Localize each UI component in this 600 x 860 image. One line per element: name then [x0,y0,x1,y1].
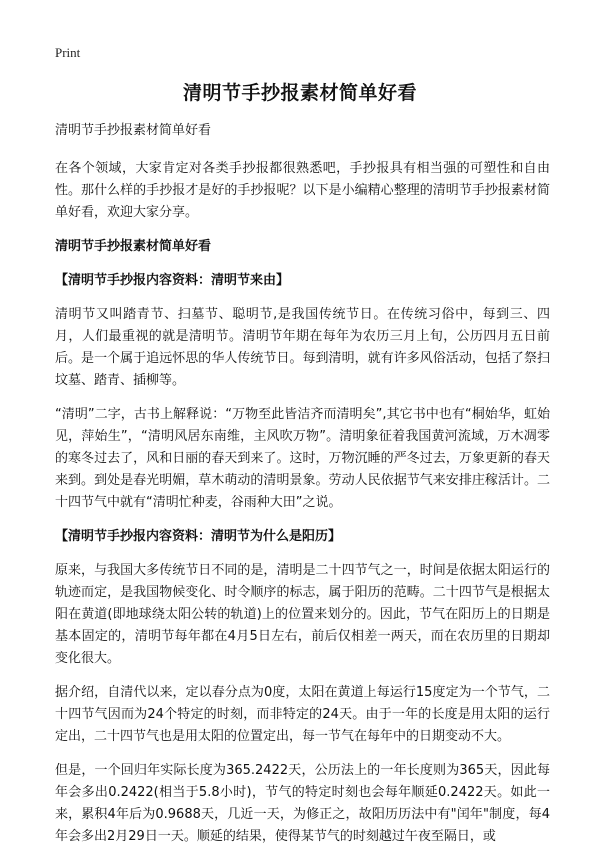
intro-paragraph: 在各个领域，大家肯定对各类手抄报都很熟悉吧，手抄报具有相当强的可塑性和自由性。那什么样的手抄报才是好的手抄报呢？以下是小编精心整理的清明节手抄报素材简单好看，欢迎大家分享。 [55,161,550,220]
block2-paragraph-2: 据介绍，自清代以来，定以春分点为0度，太阳在黄道上每运行15度定为一个节气，二十四节气因而为24个特定的时刻，而非特定的24天。由于一年的长度是用太阳的运行定出，二十四节气也是用太阳的位置定出，每一节气在每年中的日期变动不大。 [55,685,550,744]
article-body [55,120,550,860]
article-subtitle: 清明节手抄报素材简单好看 [55,123,212,138]
block1-heading: 【清明节手抄报内容资料：清明节来由】 [55,273,290,288]
section-heading: 清明节手抄报素材简单好看 [55,239,212,254]
block2-heading: 【清明节手抄报内容资料：清明节为什么是阳历】 [55,529,342,544]
block2-paragraph-1: 原来，与我国大多传统节日不同的是，清明是二十四节气之一，时间是依据太阳运行的轨迹而定，是我国物候变化、时令顺序的标志，属于阳历的范畴。二十四节气是根据太阳在黄道(即地球绕太阳公转的轨道)上的位置来划分的。因此，节气在阳历上的日期是基本固定的，清明节每年都在4月5日左右，前后仅相差一两天，而在农历里的日期却变化很大。 [55,563,550,666]
page-title: 清明节手抄报素材简单好看 [182,82,417,104]
block1-paragraph-2: “清明”二字，古书上解释说：“万物至此皆洁齐而清明矣”,其它书中也有“桐始华，虹始见，萍始生”，“清明风居东南维，主风吹万物”。清明象征着我国黄河流域，万木凋零的寒冬过去了，风和日丽的春天到来了。这时，万物沉睡的严冬过去，万象更新的春天来到。到处是春光明媚，草木萌动的清明景象。劳动人民依据节气来安排庄稼活计。二十四节气中就有“清明忙种麦，谷雨种大田”之说。 [55,407,550,510]
block2-paragraph-3: 但是，一个回归年实际长度为365.2422天，公历法上的一年长度则为365天，因此每年会多出0.2422(相当于5.8小时)，节气的特定时刻也会每年顺延0.2422天。如此一来，累积4年后为0.9688天，几近一天，为修正之，故阳历历法中有"闰年"制度，每4年会多出2月29日一天。顺延的结果，使得某节气的时刻越过午夜至隔日，或 [55,763,550,844]
block1-paragraph-1: 清明节又叫踏青节、扫墓节、聪明节,是我国传统节日。在传统习俗中，每到三、四月，人们最重视的就是清明节。清明节年期在每年为农历三月上旬，公历四月五日前后。是一个属于追远怀思的华人传统节日。每到清明，就有许多风俗活动，包括了祭扫坟墓、踏青、插柳等。 [55,307,550,388]
print-link[interactable]: Print [55,45,81,60]
